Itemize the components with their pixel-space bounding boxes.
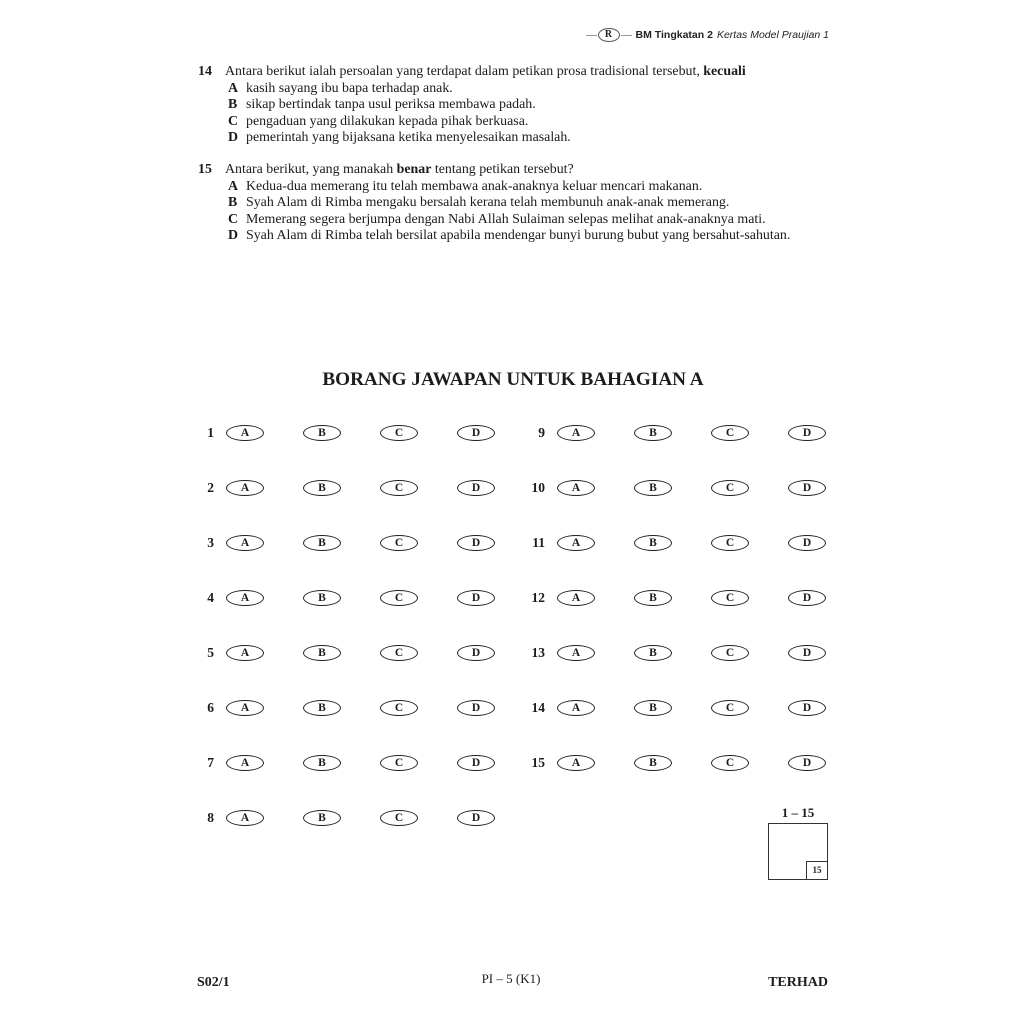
bubble-a[interactable]: A xyxy=(226,535,264,551)
bubble-a[interactable]: A xyxy=(557,480,595,496)
bubble-b[interactable]: B xyxy=(303,535,341,551)
bubble-a[interactable]: A xyxy=(557,425,595,441)
answer-row-1 xyxy=(184,425,495,441)
bubble-a[interactable]: A xyxy=(226,480,264,496)
option-letter: B xyxy=(228,195,238,210)
question-number: 15 xyxy=(198,162,212,177)
answer-row-6 xyxy=(184,700,495,716)
bubble-a[interactable]: A xyxy=(557,535,595,551)
answer-row-4 xyxy=(184,590,495,606)
answer-number: 11 xyxy=(532,535,545,550)
bubble-c[interactable]: C xyxy=(711,645,749,661)
bubble-a[interactable]: A xyxy=(226,755,264,771)
answer-row-12 xyxy=(515,590,826,606)
stem-emphasis: benar xyxy=(396,162,432,177)
bubble-d[interactable]: D xyxy=(457,700,495,716)
bubble-c[interactable]: C xyxy=(711,535,749,551)
answer-row-13 xyxy=(515,645,826,661)
bubble-d[interactable]: D xyxy=(788,645,826,661)
answer-number: 13 xyxy=(531,645,545,660)
bubble-a[interactable]: A xyxy=(226,645,264,661)
question-stem xyxy=(0,162,1024,179)
question-15 xyxy=(0,162,1024,245)
option-text: pengaduan yang dilakukan kepada pihak berkuasa. xyxy=(246,113,529,129)
bubble-b[interactable]: B xyxy=(303,700,341,716)
question-stem-text xyxy=(225,64,746,81)
bubble-d[interactable]: D xyxy=(457,755,495,771)
option-letter: D xyxy=(228,228,239,243)
bubble-d[interactable]: D xyxy=(457,810,495,826)
question-stem xyxy=(0,64,1024,81)
score-box xyxy=(768,823,828,880)
option-b xyxy=(0,195,1024,212)
answer-row-5 xyxy=(184,645,495,661)
question-stem-text xyxy=(225,162,574,179)
header-paper-title: Kertas Model Praujian 1 xyxy=(716,29,829,41)
answer-number: 10 xyxy=(531,480,545,495)
bubble-d[interactable]: D xyxy=(788,480,826,496)
publisher-logo xyxy=(586,28,632,42)
bubble-a[interactable]: A xyxy=(226,590,264,606)
bubble-b[interactable]: B xyxy=(303,480,341,496)
option-text: sikap bertindak tanpa usul periksa membawa padah. xyxy=(246,97,536,112)
answer-number: 8 xyxy=(207,810,214,825)
bubble-a[interactable]: A xyxy=(557,645,595,661)
option-letter: A xyxy=(228,80,239,96)
option-letter: C xyxy=(228,113,239,129)
logo-emblem xyxy=(598,28,620,42)
bubble-c[interactable]: C xyxy=(380,810,418,826)
option-letter: C xyxy=(228,211,239,227)
stem-text-before: Antara berikut ialah persoalan yang terdapat dalam petikan prosa tradisional tersebut, xyxy=(225,64,704,79)
footer-page-number: PI – 5 (K1) xyxy=(481,971,541,986)
answer-number: 3 xyxy=(207,535,214,550)
bubble-d[interactable]: D xyxy=(788,755,826,771)
footer-classification: TERHAD xyxy=(768,975,828,990)
stem-text-before: Antara berikut, yang manakah xyxy=(225,162,397,177)
bubble-b[interactable]: B xyxy=(634,645,672,661)
bubble-b[interactable]: B xyxy=(303,590,341,606)
answer-number: 7 xyxy=(207,755,214,770)
answer-number: 5 xyxy=(207,645,214,660)
bubble-b[interactable]: B xyxy=(303,645,341,661)
bubble-c[interactable]: C xyxy=(380,755,418,771)
footer-paper-code: S02/1 xyxy=(197,975,230,990)
bubble-c[interactable]: C xyxy=(711,755,749,771)
bubble-b[interactable]: B xyxy=(634,590,672,606)
answer-column-left xyxy=(184,425,495,826)
option-letter: B xyxy=(228,97,238,112)
bubble-a[interactable]: A xyxy=(226,425,264,441)
option-b xyxy=(0,97,1024,114)
answer-number: 1 xyxy=(207,425,214,440)
answer-number: 6 xyxy=(207,700,214,715)
option-text: kasih sayang ibu bapa terhadap anak. xyxy=(246,80,453,96)
bubble-b[interactable]: B xyxy=(634,480,672,496)
bubble-c[interactable]: C xyxy=(380,590,418,606)
option-a xyxy=(0,179,1024,196)
option-text: Memerang segera berjumpa dengan Nabi Allah Sulaiman selepas melihat anak-anaknya mati. xyxy=(246,211,766,227)
bubble-d[interactable]: D xyxy=(457,535,495,551)
option-letter: A xyxy=(228,178,239,194)
bubble-c[interactable]: C xyxy=(380,700,418,716)
answer-number: 14 xyxy=(531,700,545,715)
answer-sheet-title: BORANG JAWAPAN UNTUK BAHAGIAN A xyxy=(322,369,704,390)
option-text: Kedua-dua memerang itu telah membawa anak-anaknya keluar mencari makanan. xyxy=(246,178,703,194)
answer-row-2 xyxy=(184,480,495,496)
logo-left-rule xyxy=(586,35,597,36)
header-subject: BM Tingkatan 2 xyxy=(635,29,713,41)
running-header xyxy=(586,28,829,42)
stem-text-after: tentang petikan tersebut? xyxy=(431,162,574,177)
option-a xyxy=(0,81,1024,98)
bubble-a[interactable]: A xyxy=(226,700,264,716)
logo-letter: R xyxy=(604,29,613,40)
bubble-b[interactable]: B xyxy=(634,755,672,771)
answer-column-right xyxy=(515,425,826,771)
bubble-b[interactable]: B xyxy=(634,425,672,441)
bubble-a[interactable]: A xyxy=(226,810,264,826)
option-text: pemerintah yang bijaksana ketika menyelesaikan masalah. xyxy=(246,130,571,145)
bubble-a[interactable]: A xyxy=(557,700,595,716)
answer-row-7 xyxy=(184,755,495,771)
bubble-d[interactable]: D xyxy=(788,700,826,716)
bubble-d[interactable]: D xyxy=(788,535,826,551)
bubble-d[interactable]: D xyxy=(457,590,495,606)
logo-right-rule xyxy=(621,35,632,36)
answer-row-11 xyxy=(515,535,826,551)
option-c xyxy=(0,114,1024,131)
stem-emphasis: kecuali xyxy=(703,64,746,79)
option-letter: D xyxy=(228,130,239,145)
bubble-a[interactable]: A xyxy=(557,755,595,771)
score-total-box: 15 xyxy=(806,861,827,879)
option-d xyxy=(0,130,1024,147)
bubble-d[interactable]: D xyxy=(457,645,495,661)
bubble-c[interactable]: C xyxy=(711,425,749,441)
answer-number: 12 xyxy=(531,590,545,605)
bubble-c[interactable]: C xyxy=(380,425,418,441)
bubble-b[interactable]: B xyxy=(634,535,672,551)
bubble-c[interactable]: C xyxy=(380,645,418,661)
bubble-c[interactable]: C xyxy=(711,480,749,496)
answer-row-8 xyxy=(184,810,495,826)
answer-number: 15 xyxy=(531,755,545,770)
score-range-label: 1 – 15 xyxy=(781,805,815,820)
option-text: Syah Alam di Rimba telah bersilat apabila mendengar bunyi burung bubut yang bersahut-sahutan. xyxy=(246,228,791,243)
bubble-c[interactable]: C xyxy=(711,590,749,606)
answer-number: 4 xyxy=(207,590,214,605)
answer-row-14 xyxy=(515,700,826,716)
bubble-a[interactable]: A xyxy=(557,590,595,606)
option-text: Syah Alam di Rimba mengaku bersalah kerana telah membunuh anak-anak memerang. xyxy=(246,195,730,210)
bubble-b[interactable]: B xyxy=(303,810,341,826)
bubble-b[interactable]: B xyxy=(303,755,341,771)
bubble-d[interactable]: D xyxy=(457,425,495,441)
bubble-c[interactable]: C xyxy=(380,480,418,496)
bubble-d[interactable]: D xyxy=(788,425,826,441)
option-d xyxy=(0,228,1024,245)
bubble-b[interactable]: B xyxy=(303,425,341,441)
bubble-d[interactable]: D xyxy=(788,590,826,606)
bubble-c[interactable]: C xyxy=(380,535,418,551)
option-c xyxy=(0,212,1024,229)
bubble-c[interactable]: C xyxy=(711,700,749,716)
answer-row-15 xyxy=(515,755,826,771)
answer-row-10 xyxy=(515,480,826,496)
answer-number: 9 xyxy=(538,425,545,440)
question-14 xyxy=(0,64,1024,147)
question-number: 14 xyxy=(198,64,212,79)
answer-number: 2 xyxy=(207,480,214,495)
answer-row-3 xyxy=(184,535,495,551)
bubble-d[interactable]: D xyxy=(457,480,495,496)
answer-row-9 xyxy=(515,425,826,441)
bubble-b[interactable]: B xyxy=(634,700,672,716)
